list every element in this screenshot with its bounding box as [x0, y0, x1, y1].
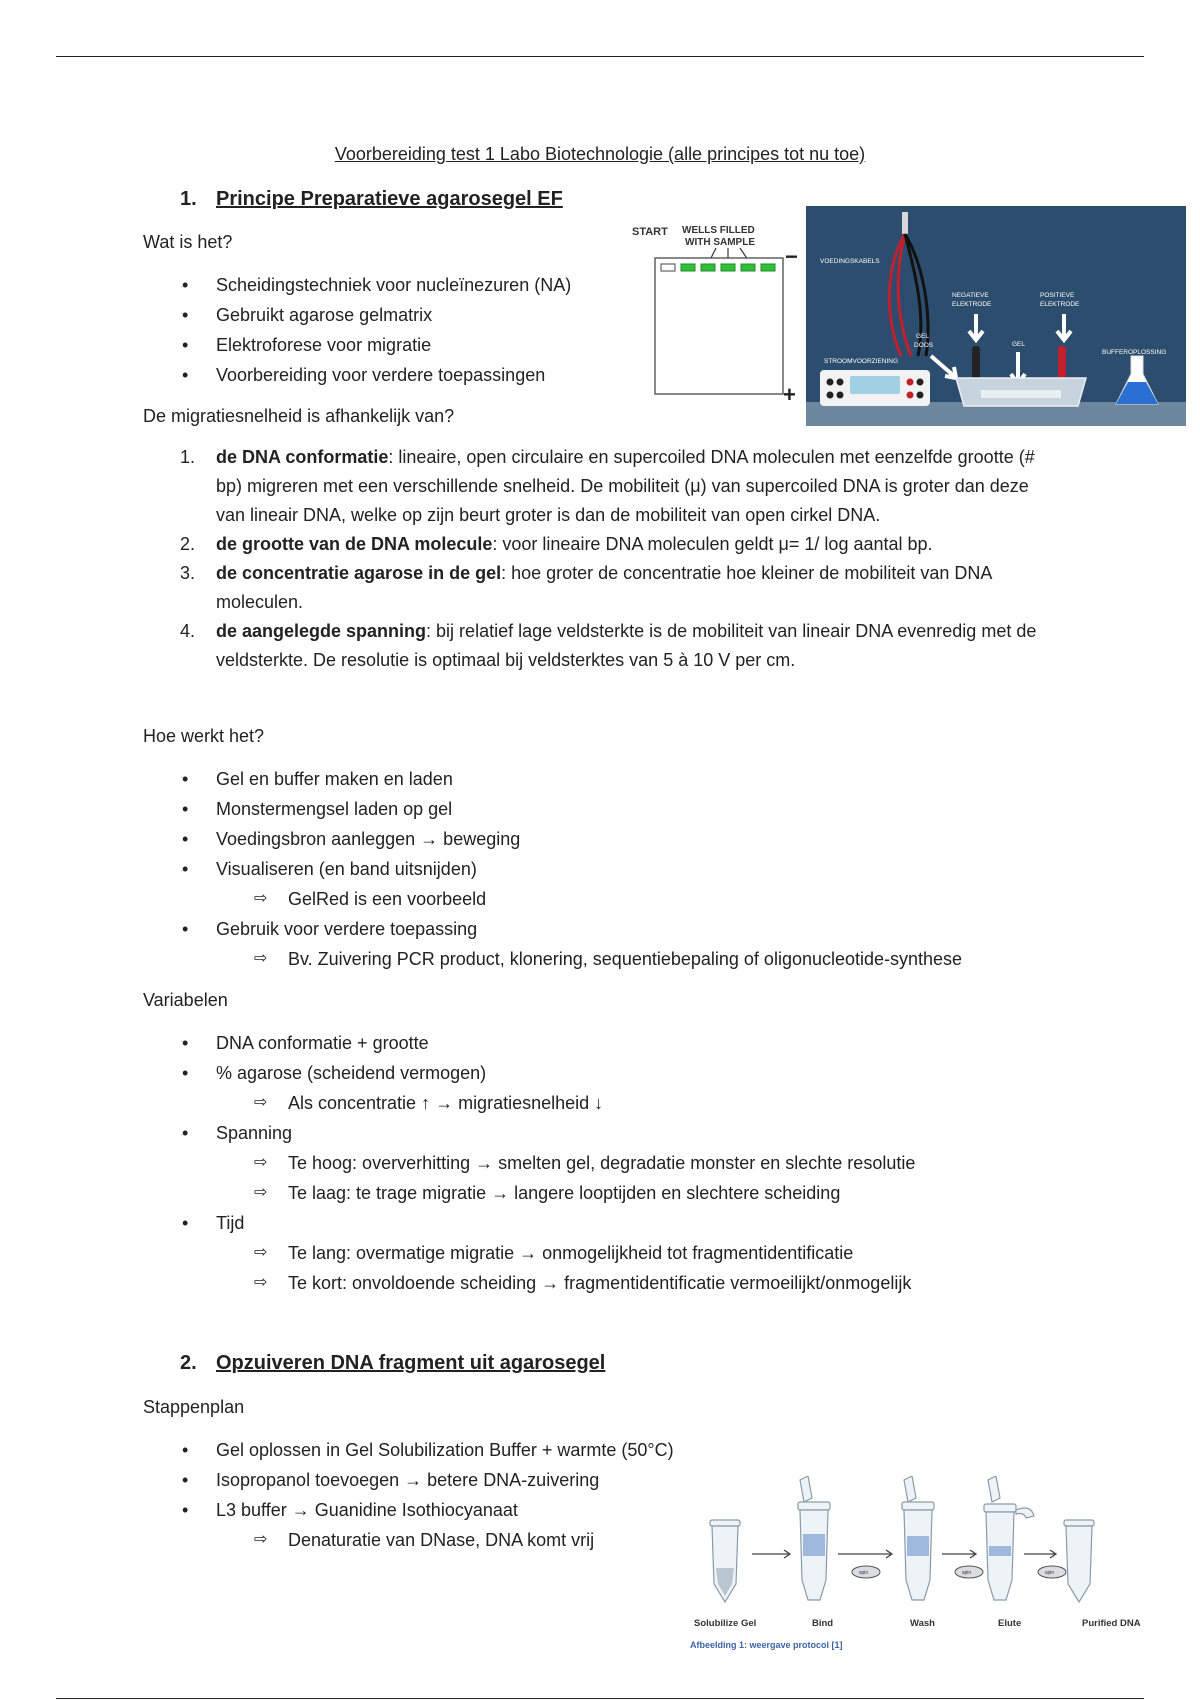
section-2-title: Opzuiveren DNA fragment uit agarosegel [216, 1352, 606, 1374]
list-item: • Isopropanol toevoegen → betere DNA-zuivering [216, 1465, 674, 1495]
steps-label: Stappenplan [143, 1397, 245, 1417]
sample-well [721, 264, 735, 271]
label-buffer: BUFFEROPLOSSING [1102, 349, 1167, 356]
spin-label: spin [1045, 1570, 1055, 1576]
section-1-heading [180, 188, 563, 211]
label-gel-doos-2: DOOS [914, 342, 934, 349]
step-label: Wash [910, 1618, 935, 1629]
list-item: • Gebruik voor verdere toepassing [216, 914, 962, 944]
list-item: • Voedingsbron aanleggen → beweging [216, 824, 962, 854]
list-item: ⇨ Te hoog: oververhitting → smelten gel, degradatie monster en slechte resolutie [288, 1148, 915, 1178]
what-label: Wat is het? [143, 232, 233, 252]
list-item: • Spanning [216, 1118, 915, 1148]
label-voedingskabels: VOEDINGSKABELS [820, 258, 880, 265]
variables-list [216, 1028, 915, 1298]
list-item: • Scheidingstechniek voor nucleïnezuren (NA) [216, 270, 571, 300]
list-item: • Elektroforese voor migratie [216, 330, 571, 360]
list-item: 1. de DNA conformatie: lineaire, open circulaire en supercoiled DNA moleculen met eenzelfde grootte (# bp) migreren met een verschillende snelheid. De mobiliteit (μ) van supercoiled DNA is groter dan deze van lineair DNA, welke op zijn beurt groter is dan de mobiliteit van open cirkel DNA. [180, 447, 1035, 525]
list-item: 3. de concentratie agarose in de gel: hoe groter de concentratie hoe kleiner de mobiliteit van DNA moleculen. [180, 563, 992, 612]
step-label: Purified DNA [1082, 1618, 1141, 1629]
list-item: ⇨ Bv. Zuivering PCR product, klonering, sequentiebepaling of oligonucleotide-synthese [288, 944, 962, 974]
label-elektrode-neg: ELEKTRODE [952, 301, 992, 308]
list-item: 2. de grootte van de DNA molecule: voor lineaire DNA moleculen geldt μ= 1/ log aantal bp. [180, 534, 933, 554]
list-item: ⇨ Te laag: te trage migratie → langere looptijden en slechtere scheiding [288, 1178, 915, 1208]
list-item: • Gel oplossen in Gel Solubilization Buffer + warmte (50°C) [216, 1435, 674, 1465]
list-item: ⇨ Denaturatie van DNase, DNA komt vrij [288, 1525, 674, 1555]
label-gel-doos-1: GEL [916, 333, 930, 340]
gel-diagram [630, 220, 805, 405]
list-item: • DNA conformatie + grootte [216, 1028, 915, 1058]
header-rule [56, 56, 1144, 57]
sample-well [681, 264, 695, 271]
spin-rotor [852, 1566, 1066, 1578]
variables-label: Variabelen [143, 990, 228, 1010]
label-positieve: POSITIEVE [1040, 292, 1075, 299]
factor-list [180, 443, 1046, 675]
label-negatieve: NEGATIEVE [952, 292, 989, 299]
protocol-figure [686, 1476, 1156, 1656]
list-item: ⇨ GelRed is een voorbeeld [288, 884, 962, 914]
column-elute [984, 1476, 1034, 1600]
empty-well [661, 264, 675, 271]
plus-electrode-sign: + [783, 382, 796, 405]
list-item: ⇨ Als concentratie ↑ → migratiesnelheid ↓ [288, 1088, 915, 1118]
step-label: Solubilize Gel [694, 1618, 757, 1629]
gel-wells-label: WELLS FILLED [682, 225, 755, 236]
what-list [216, 270, 571, 390]
section-2-heading [180, 1352, 605, 1375]
footer-rule [56, 1698, 1144, 1699]
label-stroom: STROOMVOORZIENING [824, 358, 899, 365]
how-label: Hoe werkt het? [143, 726, 265, 746]
list-item: ⇨ Te kort: onvoldoende scheiding → fragmentidentificatie vermoeilijkt/onmogelijk [288, 1268, 915, 1298]
spin-label: spin [962, 1570, 972, 1576]
list-item: • Tijd [216, 1208, 915, 1238]
step-label: Bind [812, 1618, 834, 1629]
spin-label: spin [859, 1570, 869, 1576]
list-item: ⇨ Te lang: overmatige migratie → onmogelijkheid tot fragmentidentificatie [288, 1238, 915, 1268]
list-item: • Voorbereiding voor verdere toepassingen [216, 360, 571, 390]
sample-well [701, 264, 715, 271]
speed-label: De migratiesnelheid is afhankelijk van? [143, 406, 455, 426]
how-list [216, 764, 962, 974]
section-1-number: 1. [180, 188, 197, 210]
electrophoresis-setup-illustration [806, 206, 1186, 426]
gel-box [655, 258, 783, 394]
gel-start-label: START [632, 226, 668, 238]
list-item: • Gebruikt agarose gelmatrix [216, 300, 571, 330]
figure-caption: Afbeelding 1: weergave protocol [1] [690, 1640, 843, 1650]
sample-well [761, 264, 775, 271]
label-gel: GEL [1012, 341, 1026, 348]
list-item: • Visualiseren (en band uitsnijden) [216, 854, 962, 884]
gel-sample-label: WITH SAMPLE [685, 237, 755, 248]
minus-electrode-sign: − [785, 244, 798, 269]
section-2-number: 2. [180, 1352, 197, 1374]
label-elektrode-pos: ELEKTRODE [1040, 301, 1080, 308]
section-1-title: Principe Preparatieve agarosegel EF [216, 188, 563, 210]
steps-list [216, 1435, 674, 1555]
list-item: • Monstermengsel laden op gel [216, 794, 962, 824]
list-item: 4. de aangelegde spanning: bij relatief lage veldsterkte is de mobiliteit van lineair DNA evenredig met de veldsterkte. De resolutie is optimaal bij veldsterktes van 5 à 10 V per cm. [180, 621, 1037, 670]
sample-well [741, 264, 755, 271]
list-item: • % agarose (scheidend vermogen) [216, 1058, 915, 1088]
list-item: • L3 buffer → Guanidine Isothiocyanaat [216, 1495, 674, 1525]
list-item: • Gel en buffer maken en laden [216, 764, 962, 794]
document-title: Voorbereiding test 1 Labo Biotechnologie (alle principes tot nu toe) [334, 144, 866, 164]
tube-purified [1064, 1520, 1094, 1602]
step-label: Elute [998, 1618, 1022, 1629]
